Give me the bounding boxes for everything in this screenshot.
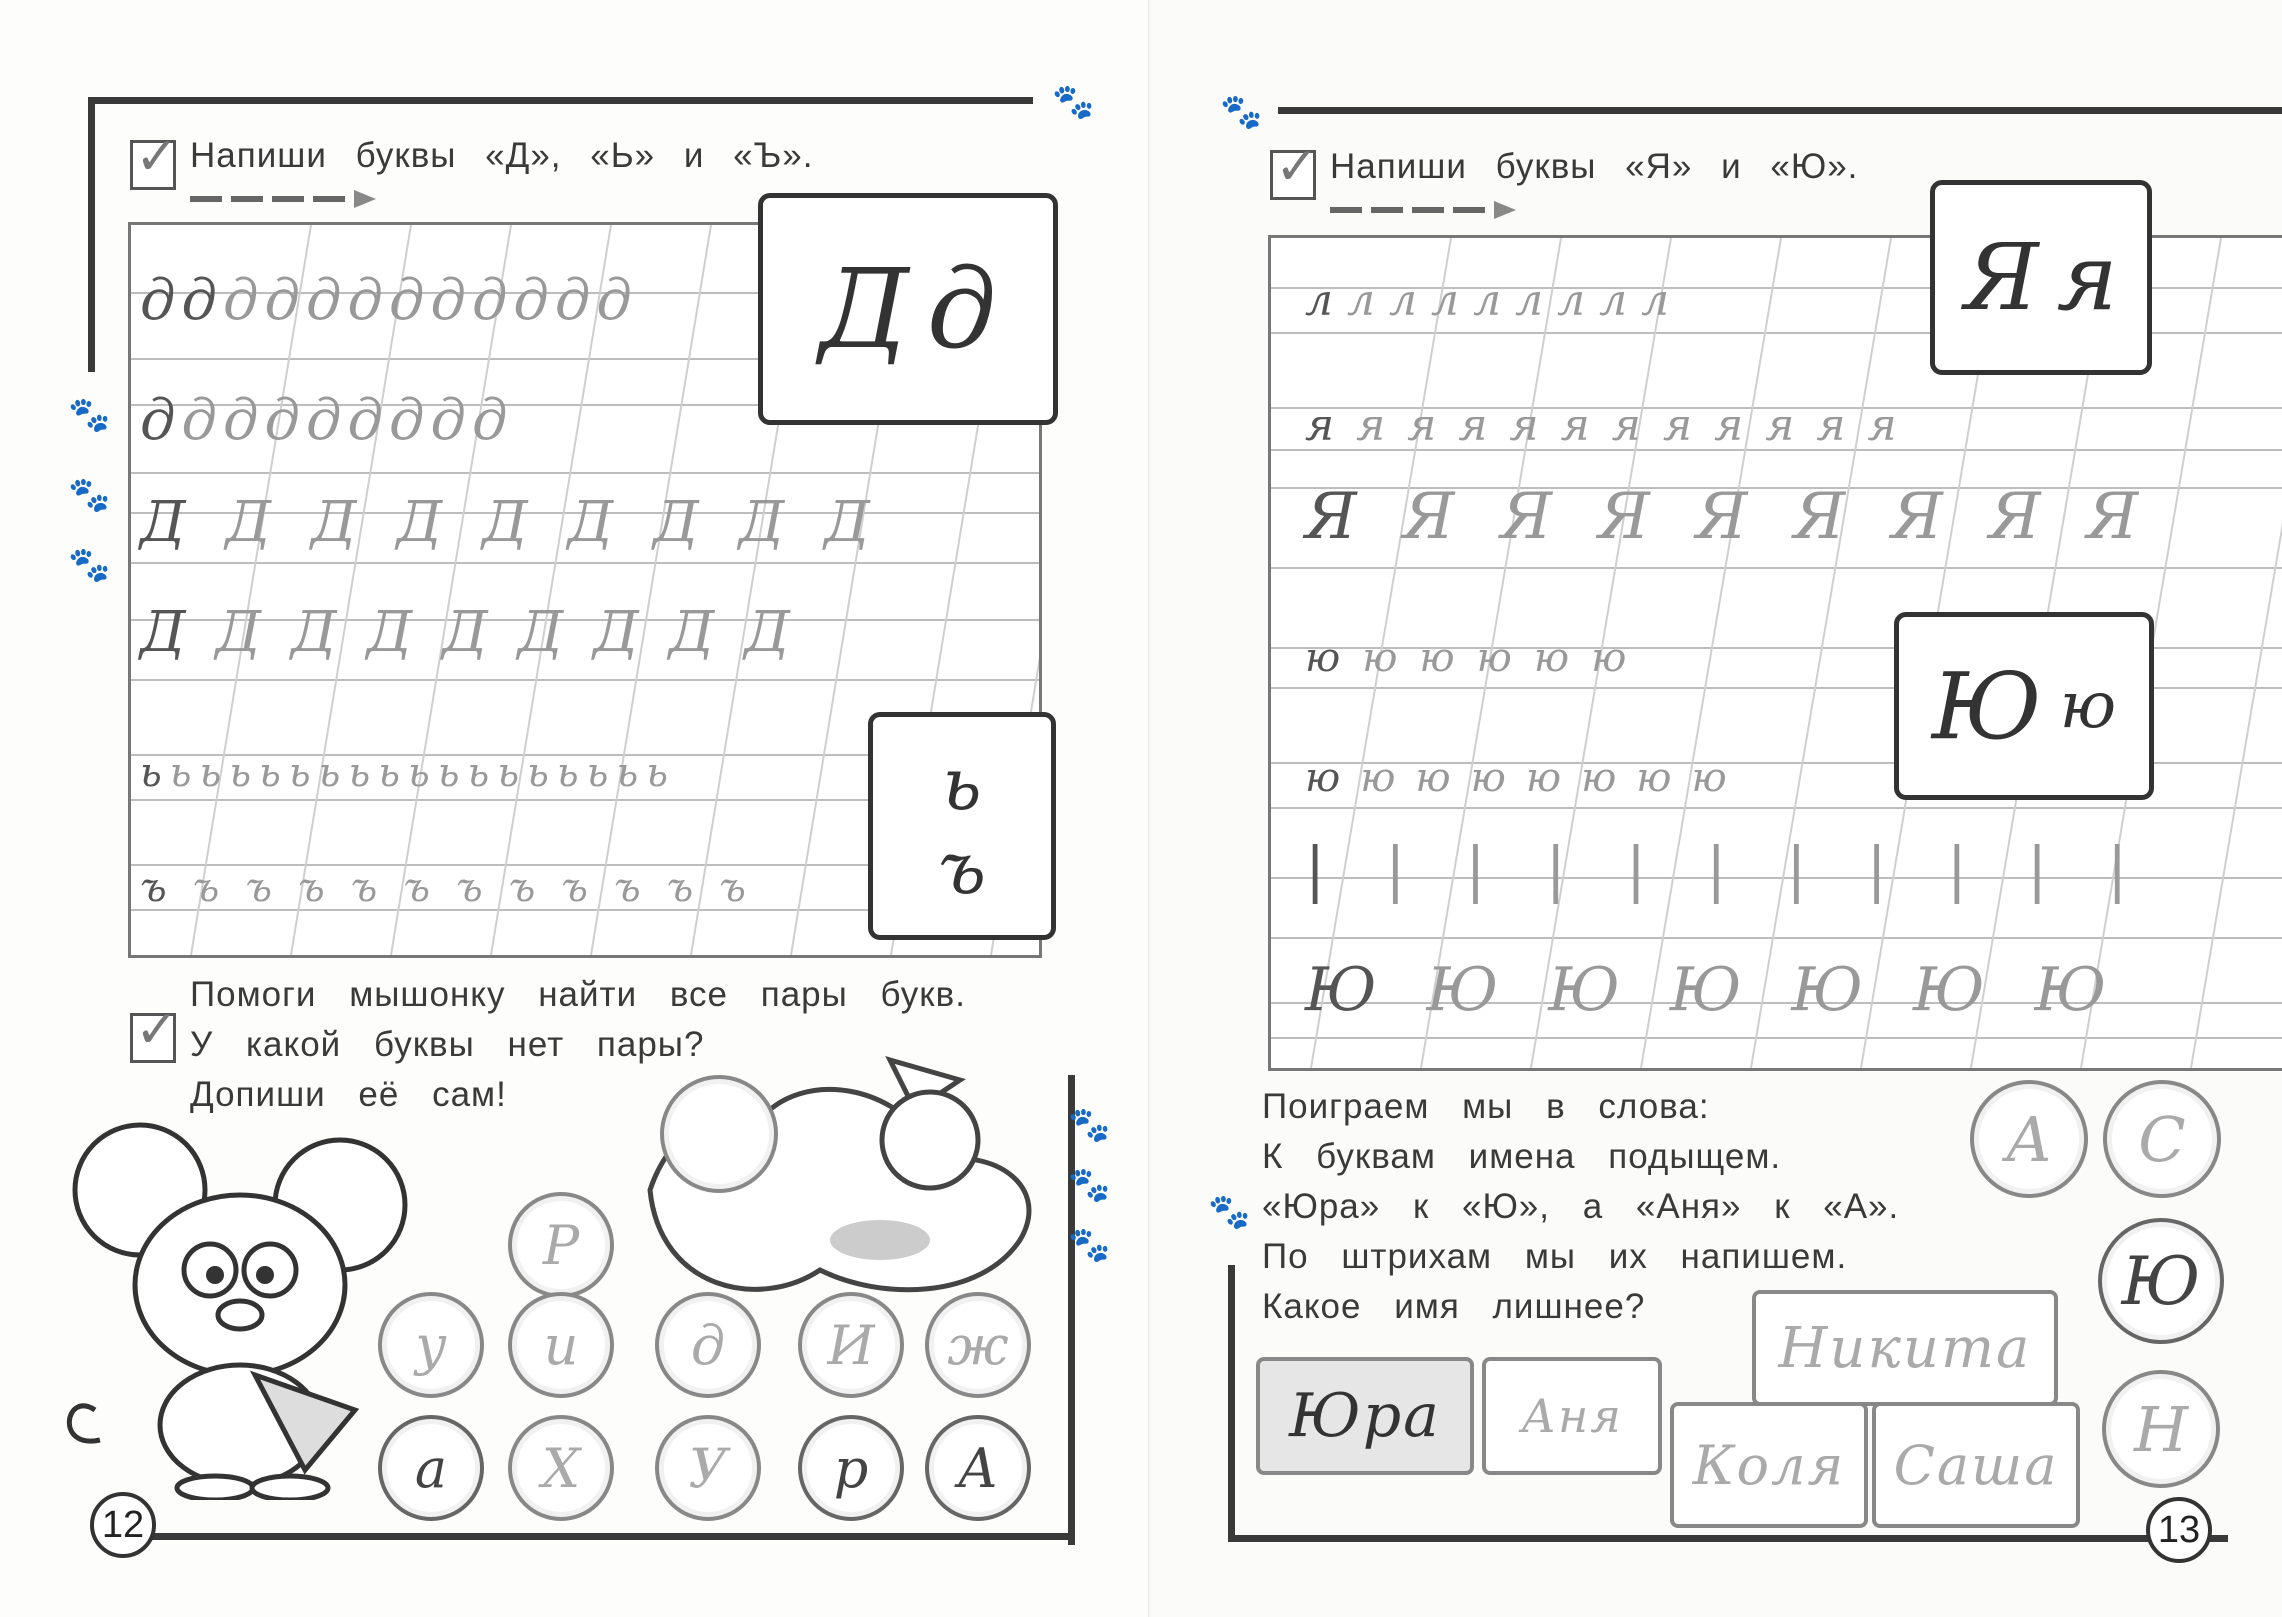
poem-line-5: Какое имя лишнее? (1262, 1287, 1646, 1326)
circle-letter: А (957, 1436, 999, 1500)
tracing-letters: лллллллл (1347, 275, 1684, 326)
name-text: Саша (1893, 1433, 2059, 1497)
circle-letter: С (2138, 1102, 2186, 1176)
circle-letter: д (690, 1313, 726, 1377)
name-card[interactable] (1752, 1290, 2058, 1406)
letter-circle[interactable] (508, 1415, 614, 1521)
sample-letters: ъ (140, 865, 193, 911)
paw-print-icon: 🐾 (1208, 1192, 1251, 1232)
letter-box-ya (1930, 180, 2152, 375)
tracing-letters: ЯЯЯЯЯЯЯЯ (1402, 480, 2185, 554)
letter-circle[interactable] (2103, 1080, 2221, 1198)
tracing-letters: ььььььььььььььььь (169, 750, 676, 796)
paw-print-icon: 🐾 (1052, 82, 1095, 122)
letter-circle[interactable] (1970, 1080, 2088, 1198)
circle-letter: р (833, 1436, 869, 1500)
circle-letter: А (2005, 1102, 2053, 1176)
letter-circle[interactable] (378, 1415, 484, 1521)
frame-right-vertical (1068, 1075, 1075, 1545)
frame-top-right (1278, 107, 2282, 114)
writing-row-1 (140, 268, 638, 333)
sample-letters: Д (140, 490, 226, 555)
writing-row-3 (1305, 480, 2184, 554)
task-line-1: Помоги мышонку найти все пары букв. (190, 975, 966, 1014)
writing-row-5 (1305, 755, 1747, 801)
paw-print-icon: 🐾 (68, 475, 111, 515)
letter-circle[interactable] (798, 1415, 904, 1521)
sample-letters: ь (140, 750, 170, 796)
paw-print-icon: 🐾 (1068, 1105, 1111, 1145)
name-card[interactable] (1670, 1402, 1868, 1528)
frame-bottom-left (150, 1533, 1075, 1540)
letter-lower: ю (2059, 669, 2117, 743)
letter-circle[interactable] (655, 1415, 761, 1521)
circle-letter: у (415, 1313, 447, 1377)
letter-box-d (758, 193, 1058, 425)
tracing-letters: дддддддд (181, 388, 514, 453)
frame-top-left (88, 97, 1033, 104)
circle-letter: Х (541, 1436, 581, 1500)
name-text: Юра (1289, 1381, 1441, 1451)
checkmark-icon: ✓ (135, 127, 179, 187)
poem-line-2: К буквам имена подыщем. (1262, 1137, 1782, 1176)
task-line-3: Допиши её сам! (190, 1075, 507, 1114)
letter-circle[interactable] (378, 1292, 484, 1398)
letter-circle[interactable] (798, 1292, 904, 1398)
empty-circle-blank[interactable] (660, 1075, 778, 1193)
circle-letter: Н (2133, 1392, 2189, 1466)
writing-row-2 (140, 388, 513, 453)
sample-letters: л (1305, 275, 1348, 326)
paw-print-icon: 🐾 (68, 545, 111, 585)
writing-row-4 (140, 600, 820, 665)
name-card[interactable] (1872, 1402, 2080, 1528)
name-text: Коля (1692, 1433, 1846, 1497)
letter-lower: д (926, 245, 997, 373)
writing-row-5 (140, 750, 676, 796)
name-card[interactable] (1256, 1357, 1474, 1475)
letter-hard-sign: ъ (938, 826, 986, 910)
circle-letter: Р (542, 1213, 580, 1277)
letter-circle[interactable] (2102, 1370, 2220, 1488)
letter-circle[interactable] (925, 1415, 1031, 1521)
circle-letter: И (827, 1313, 875, 1377)
frame-left-vertical (1228, 1265, 1235, 1542)
checkmark-icon: ✓ (135, 1000, 179, 1060)
name-text: Аня (1521, 1389, 1623, 1443)
circle-letter: а (414, 1436, 448, 1500)
tracing-letters: ъъъъъъъъъъъ (192, 865, 772, 911)
sample-letters: Ю (1305, 955, 1427, 1025)
sample-letters: дд (140, 268, 223, 333)
letter-lower: я (2056, 224, 2118, 331)
letter-soft-sign: ь (942, 742, 982, 826)
sample-letters: Д (140, 600, 216, 665)
sample-letters: | (1305, 835, 1386, 905)
poem-line-1: Поиграем мы в слова: (1262, 1087, 1710, 1126)
name-text: Никита (1778, 1315, 2032, 1381)
circle-letter: У (688, 1436, 728, 1500)
frame-left-vertical (88, 97, 95, 372)
circle-letter: ж (947, 1313, 1009, 1377)
task-line-2: У какой буквы нет пары? (190, 1025, 705, 1064)
mouse-illustration (55, 1110, 425, 1500)
dashed-arrow-icon (1330, 207, 1516, 213)
letter-box-yu (1894, 612, 2154, 800)
task-checkbox[interactable] (1270, 137, 1319, 200)
paw-print-icon: 🐾 (1068, 1165, 1111, 1205)
writing-row-3 (140, 490, 910, 555)
sample-letters: я (1305, 400, 1357, 451)
dashed-arrow-icon (190, 196, 376, 202)
tracing-letters: ДДДДДДДД (215, 600, 820, 665)
writing-row-6 (140, 865, 772, 911)
letter-circle[interactable] (655, 1292, 761, 1398)
checkmark-icon: ✓ (1275, 137, 1319, 197)
letter-circle[interactable] (508, 1192, 614, 1298)
letter-box-soft-hard-sign (868, 712, 1056, 940)
tracing-letters: ююююююю (1360, 755, 1747, 801)
circle-letter: Ю (2121, 1242, 2201, 1320)
task-checkbox[interactable] (130, 1000, 179, 1063)
instruction-text: Напиши буквы «Д», «Ь» и «Ъ». (190, 136, 814, 175)
writing-row-6 (1305, 835, 2187, 905)
page-number: 13 (2146, 1497, 2212, 1563)
tracing-letters: |||||||||| (1385, 835, 2188, 905)
paw-print-icon: 🐾 (68, 395, 111, 435)
sample-letters: Я (1305, 480, 1403, 554)
tracing-letters: яяяяяяяяяяя (1356, 400, 1919, 451)
letter-circle[interactable] (2098, 1218, 2224, 1344)
letter-upper: Ю (1931, 652, 2042, 760)
writing-row-1 (1305, 275, 1683, 326)
circle-letter: и (543, 1313, 579, 1377)
frame-bottom-right (1228, 1535, 2228, 1542)
page-right (1150, 0, 2282, 1617)
poem-line-3: «Юра» к «Ю», а «Аня» к «А». (1262, 1187, 1900, 1226)
name-card[interactable] (1482, 1357, 1662, 1475)
tracing-letters: ЮЮЮЮЮЮ (1426, 955, 2157, 1025)
sample-letters: ю (1305, 635, 1363, 681)
sample-letters: ю (1305, 755, 1361, 801)
letter-circle[interactable] (508, 1292, 614, 1398)
letter-upper: Д (819, 245, 909, 373)
paw-print-icon: 🐾 (1068, 1225, 1111, 1265)
sample-letters: д (140, 388, 182, 453)
tracing-letters: ДДДДДДДД (225, 490, 910, 555)
letter-circle[interactable] (925, 1292, 1031, 1398)
writing-row-2 (1305, 400, 1919, 451)
instruction-text: Напиши буквы «Я» и «Ю». (1330, 147, 1859, 186)
paw-print-icon: 🐾 (1220, 92, 1263, 132)
writing-row-7 (1305, 955, 2156, 1025)
tracing-letters: ююююю (1362, 635, 1649, 681)
writing-row-4 (1305, 635, 1648, 681)
task-checkbox[interactable] (130, 127, 179, 190)
page-number: 12 (90, 1492, 156, 1558)
poem-line-4: По штрихам мы их напишем. (1262, 1237, 1848, 1276)
letter-upper: Я (1964, 224, 2039, 331)
tracing-letters: дддддддддд (222, 268, 638, 333)
